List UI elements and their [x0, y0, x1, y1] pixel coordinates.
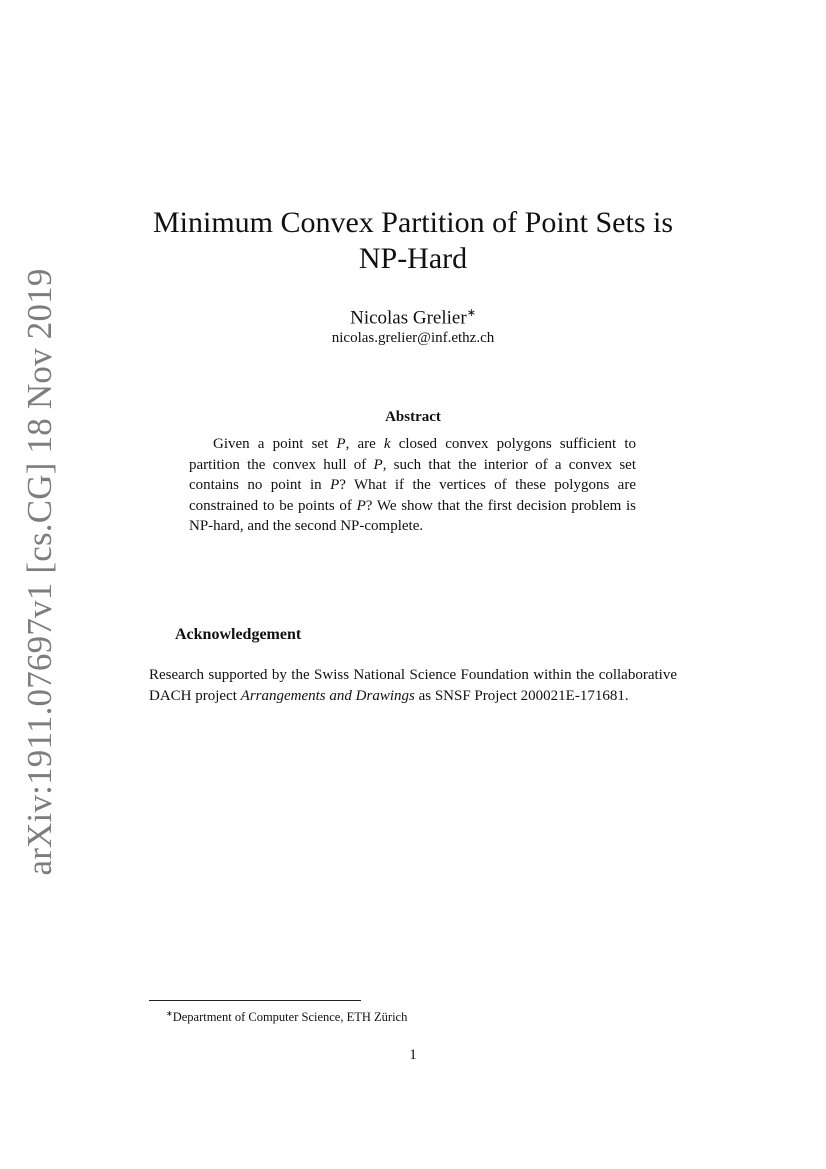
title-line-2: NP-Hard: [358, 242, 468, 275]
ack-project-name: Arrangements and Drawings: [240, 688, 415, 704]
paper-title: [100, 205, 726, 277]
abstract-text-1: Given a point set: [213, 436, 337, 452]
footnote-divider: [149, 1000, 361, 1001]
abstract-text-6: ? We show that the first decision problem is NP-hard, and the second NP-complete.: [189, 497, 636, 534]
arxiv-identifier-text: arXiv:1911.07697v1 [cs.CG] 18 Nov 2019: [20, 268, 59, 876]
abstract-text-4: , such that the interior of a convex set contains no point in: [189, 456, 636, 493]
abstract-text-2: , are: [345, 436, 384, 452]
ack-text-1: Research supported by the Swiss National Science Foundation within the collaborative DACH project: [149, 667, 677, 704]
abstract-var-p-3: P: [330, 477, 340, 493]
title-line-1: Minimum Convex Partition of Point Sets is: [152, 206, 674, 239]
abstract-body: [189, 434, 636, 537]
acknowledgement-heading: Acknowledgement: [175, 626, 302, 643]
abstract-text-5: ? What if the vertices of these polygons are constrained to be points of: [189, 477, 636, 514]
footnote-text: Department of Computer Science, ETH Zürich: [172, 1010, 408, 1025]
page-number: 1: [409, 1047, 417, 1063]
author-name: [100, 302, 726, 329]
acknowledgement-body: [149, 665, 677, 707]
abstract-text-3: closed convex polygons sufficient to partition the convex hull of: [189, 436, 636, 473]
author-email: nicolas.grelier@inf.ethz.ch: [331, 330, 495, 346]
author-name-text: Nicolas Grelier: [350, 307, 467, 329]
abstract-var-p-4: P: [356, 497, 366, 514]
abstract-heading: Abstract: [385, 409, 441, 425]
footnote: [166, 1006, 407, 1025]
abstract-var-p-1: P: [336, 436, 346, 452]
author-footnote-mark: ∗: [466, 307, 476, 319]
abstract-var-k: k: [383, 436, 391, 452]
abstract-var-p-2: P: [373, 456, 383, 473]
ack-text-2: as SNSF Project 200021E-171681.: [414, 688, 629, 704]
footnote-mark: ∗: [166, 1009, 173, 1018]
